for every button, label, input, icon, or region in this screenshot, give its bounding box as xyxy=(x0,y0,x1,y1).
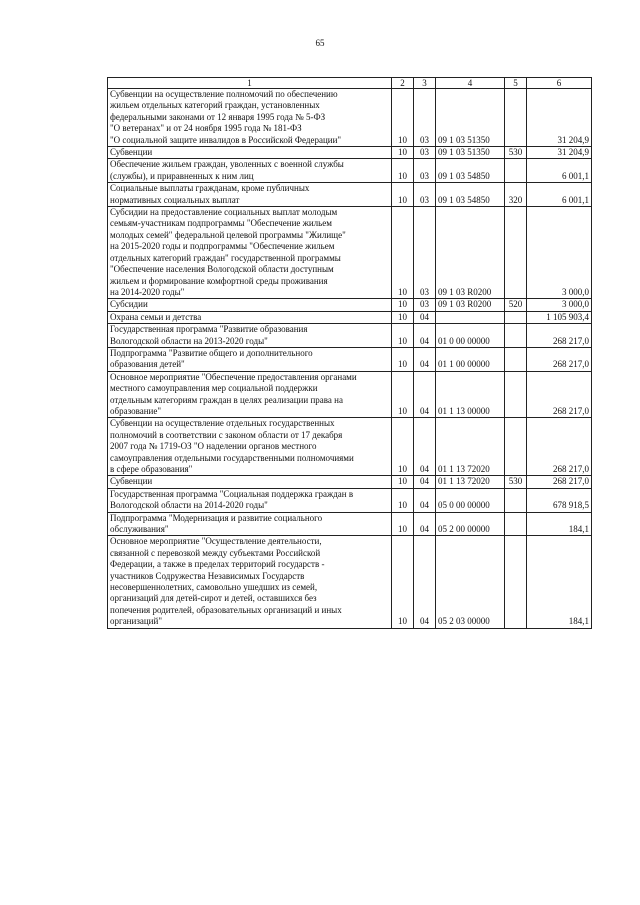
row-target-article-cell: 05 0 00 00000 xyxy=(436,488,505,512)
row-name-cell: Основное мероприятие "Осуществление деятельности, связанной с перевозкой между субъектами Российской Федерации, а также в пределах территорий государств - участников Содружества Независимых Государств несовершеннолетних, самовольно ушедших из семей, организаций для детей-сирот и детей, оставшихся без попечения родителей, образовательных организаций и иных организаций" xyxy=(108,536,392,628)
row-expense-type-cell xyxy=(505,512,527,536)
row-name-cell: Субвенции xyxy=(108,476,392,488)
row-expense-type-cell xyxy=(505,418,527,476)
row-amount-cell: 268 217,0 xyxy=(527,347,592,371)
row-name-cell: Субсидии на предоставление социальных выплат молодым семьям-участникам подпрограммы "Обеспечение жильем молодых семей" федеральной целевой программы "Жилище" на 2015-2020 годы и подпрограммы "Обеспечение жильем отдельных категорий граждан" государственной программы "Обеспечение населения Вологодской области доступным жильем и формирование комфортной среды проживания на 2014-2020 годы" xyxy=(108,207,392,299)
table-row xyxy=(108,147,592,159)
table-row xyxy=(108,536,592,628)
row-name-cell: Субсидии xyxy=(108,299,392,311)
row-expense-type-cell xyxy=(505,311,527,323)
row-expense-type-cell xyxy=(505,159,527,183)
column-header-expense-type: 5 xyxy=(505,78,527,89)
row-amount-cell: 268 217,0 xyxy=(527,324,592,348)
row-section-cell: 10 xyxy=(392,488,414,512)
row-section-cell: 10 xyxy=(392,89,414,147)
row-section-cell: 10 xyxy=(392,536,414,628)
table-row xyxy=(108,476,592,488)
column-header-subsection: 3 xyxy=(414,78,436,89)
row-section-cell: 10 xyxy=(392,159,414,183)
row-target-article-cell: 09 1 03 51350 xyxy=(436,147,505,159)
row-subsection-cell: 03 xyxy=(414,147,436,159)
row-amount-cell: 31 204,9 xyxy=(527,147,592,159)
row-subsection-cell: 04 xyxy=(414,371,436,418)
table-row xyxy=(108,183,592,207)
row-expense-type-cell: 320 xyxy=(505,183,527,207)
table-row xyxy=(108,89,592,147)
row-amount-cell: 31 204,9 xyxy=(527,89,592,147)
row-section-cell: 10 xyxy=(392,418,414,476)
budget-table xyxy=(107,77,592,629)
row-amount-cell: 6 001,1 xyxy=(527,183,592,207)
row-target-article-cell xyxy=(436,311,505,323)
row-subsection-cell: 04 xyxy=(414,311,436,323)
row-subsection-cell: 04 xyxy=(414,512,436,536)
row-expense-type-cell xyxy=(505,89,527,147)
row-section-cell: 10 xyxy=(392,371,414,418)
row-target-article-cell: 09 1 03 54850 xyxy=(436,159,505,183)
table-row xyxy=(108,371,592,418)
page-number: 65 xyxy=(315,38,325,48)
row-name-cell: Подпрограмма "Модернизация и развитие социального обслуживания" xyxy=(108,512,392,536)
row-amount-cell: 268 217,0 xyxy=(527,418,592,476)
row-amount-cell: 6 001,1 xyxy=(527,159,592,183)
row-section-cell: 10 xyxy=(392,183,414,207)
row-amount-cell: 1 105 903,4 xyxy=(527,311,592,323)
row-subsection-cell: 04 xyxy=(414,347,436,371)
row-subsection-cell: 03 xyxy=(414,183,436,207)
row-expense-type-cell xyxy=(505,347,527,371)
row-name-cell: Обеспечение жильем граждан, уволенных с военной службы (службы), и приравненных к ним лиц xyxy=(108,159,392,183)
table-row xyxy=(108,159,592,183)
row-section-cell: 10 xyxy=(392,299,414,311)
row-subsection-cell: 03 xyxy=(414,159,436,183)
row-section-cell: 10 xyxy=(392,147,414,159)
row-target-article-cell: 09 1 03 51350 xyxy=(436,89,505,147)
row-target-article-cell: 09 1 03 R0200 xyxy=(436,207,505,299)
row-expense-type-cell xyxy=(505,324,527,348)
row-expense-type-cell xyxy=(505,371,527,418)
row-expense-type-cell: 530 xyxy=(505,147,527,159)
table-row xyxy=(108,207,592,299)
row-target-article-cell: 01 1 00 00000 xyxy=(436,347,505,371)
table-row xyxy=(108,311,592,323)
row-name-cell: Основное мероприятие "Обеспечение предоставления органами местного самоуправления мер социальной поддержки отдельным категориям граждан в целях реализации права на образование" xyxy=(108,371,392,418)
row-target-article-cell: 09 1 03 R0200 xyxy=(436,299,505,311)
row-name-cell: Субвенции на осуществление полномочий по обеспечению жильем отдельных категорий граждан, установленных федеральными законами от 12 января 1995 года № 5-ФЗ "О ветеранах" и от 24 ноября 1995 года № 181-ФЗ "О социальной защите инвалидов в Российской Федерации" xyxy=(108,89,392,147)
row-amount-cell: 268 217,0 xyxy=(527,476,592,488)
row-name-cell: Подпрограмма "Развитие общего и дополнительного образования детей" xyxy=(108,347,392,371)
row-subsection-cell: 03 xyxy=(414,207,436,299)
row-amount-cell: 184,1 xyxy=(527,536,592,628)
row-subsection-cell: 04 xyxy=(414,476,436,488)
column-header-amount: 6 xyxy=(527,78,592,89)
row-amount-cell: 184,1 xyxy=(527,512,592,536)
row-subsection-cell: 04 xyxy=(414,488,436,512)
row-expense-type-cell: 530 xyxy=(505,476,527,488)
row-target-article-cell: 05 2 03 00000 xyxy=(436,536,505,628)
row-section-cell: 10 xyxy=(392,476,414,488)
row-target-article-cell: 09 1 03 54850 xyxy=(436,183,505,207)
column-header-name: 1 xyxy=(108,78,392,89)
row-target-article-cell: 01 1 13 72020 xyxy=(436,418,505,476)
table-row xyxy=(108,512,592,536)
row-subsection-cell: 04 xyxy=(414,536,436,628)
row-name-cell: Субвенции xyxy=(108,147,392,159)
row-amount-cell: 3 000,0 xyxy=(527,207,592,299)
table-row xyxy=(108,488,592,512)
row-target-article-cell: 01 1 13 72020 xyxy=(436,476,505,488)
row-subsection-cell: 03 xyxy=(414,89,436,147)
row-name-cell: Государственная программа "Развитие образования Вологодской области на 2013-2020 годы" xyxy=(108,324,392,348)
row-amount-cell: 268 217,0 xyxy=(527,371,592,418)
row-expense-type-cell: 520 xyxy=(505,299,527,311)
row-target-article-cell: 01 0 00 00000 xyxy=(436,324,505,348)
row-section-cell: 10 xyxy=(392,347,414,371)
header-row xyxy=(108,78,592,89)
row-subsection-cell: 03 xyxy=(414,299,436,311)
column-header-section: 2 xyxy=(392,78,414,89)
row-name-cell: Охрана семьи и детства xyxy=(108,311,392,323)
row-subsection-cell: 04 xyxy=(414,418,436,476)
row-name-cell: Субвенции на осуществление отдельных государственных полномочий в соответствии с законом области от 17 декабря 2007 года № 1719-ОЗ "О наделении органов местного самоуправления отдельными государственными полномочиями в сфере образования" xyxy=(108,418,392,476)
row-amount-cell: 3 000,0 xyxy=(527,299,592,311)
table-row xyxy=(108,418,592,476)
row-name-cell: Социальные выплаты гражданам, кроме публичных нормативных социальных выплат xyxy=(108,183,392,207)
row-expense-type-cell xyxy=(505,536,527,628)
table-row xyxy=(108,347,592,371)
row-section-cell: 10 xyxy=(392,207,414,299)
row-expense-type-cell xyxy=(505,207,527,299)
row-target-article-cell: 05 2 00 00000 xyxy=(436,512,505,536)
row-section-cell: 10 xyxy=(392,512,414,536)
row-subsection-cell: 04 xyxy=(414,324,436,348)
table-row xyxy=(108,299,592,311)
row-target-article-cell: 01 1 13 00000 xyxy=(436,371,505,418)
row-section-cell: 10 xyxy=(392,324,414,348)
row-expense-type-cell xyxy=(505,488,527,512)
table-row xyxy=(108,324,592,348)
row-name-cell: Государственная программа "Социальная поддержка граждан в Вологодской области на 2014-2020 годы" xyxy=(108,488,392,512)
column-header-target-article: 4 xyxy=(436,78,505,89)
row-amount-cell: 678 918,5 xyxy=(527,488,592,512)
row-section-cell: 10 xyxy=(392,311,414,323)
